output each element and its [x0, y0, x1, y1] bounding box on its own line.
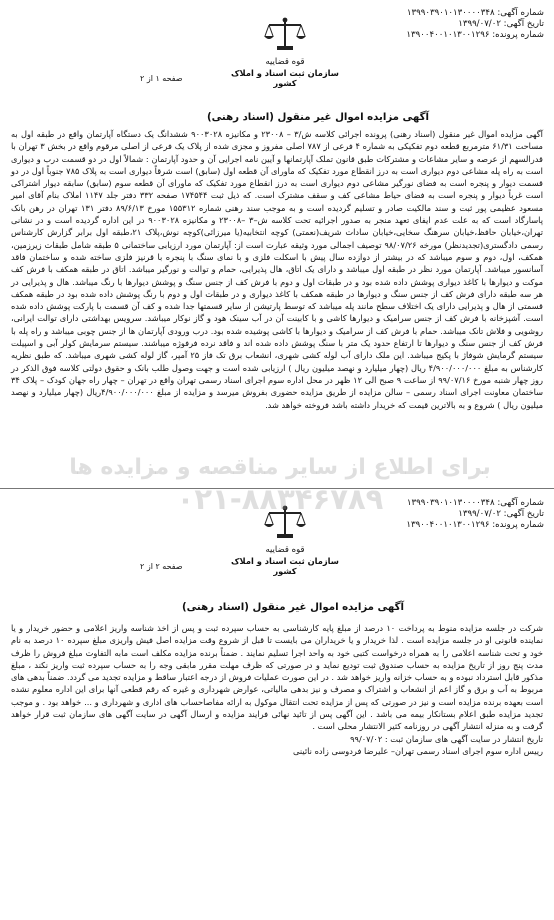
notice-body [11, 128, 543, 411]
notice-body-text: شرکت در جلسه مزایده منوط به پرداخت ۱۰ درصد از مبلغ پایه کارشناسی به حساب سپرده ثبت و پس از اخذ شناسه واریز اعلامی و حضور خریدار و یا نماینده قانونی او در جلسه مزایده است . لذا خریدار و یا خریداران می بایست تا قبل از شروع وقت مزایده اصل فیش واریزی مبلغ سپرده ۱۰ درصد به نام خود و تحت شناسه اعلامی را به همراه درخواست کتبی خود به واحد اجرا تسلیم نمایند . ضمناً برنده مزایده مکلف است مابه التفاوت مبلغ فروش را ظرف مدت پنج روز از تاریخ مزایده به حساب صندوق ثبت تودیع نماید و در صورتی که ظرف مهلت مقرر مابقی وجه را به حساب سپرده ثبت واریز نکند ، مبلغ مذکور قابل استرداد نبوده و به حساب خزانه واریز خواهد شد . در این صورت عملیات فروش از درجه اعتبار ساقط و مزایده تجدید می گردد. ضمناً بدهی های مربوط به آب و برق و گاز اعم از انشعاب و اشتراک و مصرف و نیز بدهی مالیاتی، عوارض شهرداری و غیره که رقم قطعی آنها برای این اداره معلوم نشده است بعهده برنده مزایده است و نیز در صورتی که پس از مزایده تحت انتقال موکول به ارائه مفاصاحساب های اداری و شهرداری و ... خواهد بود . و موجب تجدید مزایده طبق اعلام بستانکار بیمه می باشد . این آگهی پس از تائید نهائی فرایند مزایده و ارسال آگهی در سایت آگهی های سازمان ثبت قرار خواهد گرفت و به منزله انتشار آگهی در روزنامه کثیر الانتشار محلی است . [11, 623, 543, 732]
page-number: صفحه ۱ از ۲ [140, 74, 183, 83]
notice-page-2 [0, 490, 554, 920]
judiciary-label: قوه قضاییه [265, 545, 305, 555]
notice-number: شماره آگهی: ۱۳۹۹۰۳۹۰۱۰۱۳۰۰۰۰۳۴۸ [406, 498, 544, 508]
signature-line: رییس اداره سوم اجرای اسناد رسمی تهران– علیرضا فردوسی زاده نائینی [293, 745, 543, 756]
notice-body [11, 622, 543, 757]
notice-date: تاریخ آگهی: ۱۳۹۹/۰۷/۰۲ [458, 19, 544, 29]
notice-title: آگهی مزایده اموال غیر منقول (اسناد رهنی) [206, 112, 429, 123]
case-number: شماره پرونده: ۱۳۹۰۰۴۰۰۱۰۱۳۰۰۱۲۹۶ [406, 30, 544, 40]
judiciary-emblem [225, 504, 345, 576]
scales-of-justice-icon [263, 16, 307, 52]
case-number: شماره پرونده: ۱۳۹۰۰۴۰۰۱۰۱۳۰۰۱۲۹۶ [406, 520, 544, 530]
organization-name: سازمان ثبت اسناد و املاک کشور [231, 556, 339, 576]
organization-name: سازمان ثبت اسناد و املاک کشور [231, 68, 339, 88]
notice-meta [406, 498, 544, 531]
watermark-phone: ۰۲۱-۸۸۳۴۶۷۸۹ [176, 482, 384, 516]
notice-number: شماره آگهی: ۱۳۹۹۰۳۹۰۱۰۱۳۰۰۰۰۳۴۸ [406, 8, 544, 18]
notice-title: آگهی مزایده اموال غیر منقول (اسناد رهنی) [181, 602, 404, 613]
notice-date: تاریخ آگهی: ۱۳۹۹/۰۷/۰۲ [458, 509, 544, 519]
notice-body-text: آگهی مزایده اموال غیر منقول (اسناد رهنی) پرونده اجرائی کلاسه ش/۳ – ۲۳۰۰۸ و مکانیزه ۹۰۰۳۰۲۸ ششدانگ یک دستگاه آپارتمان واقع در طبقه اول به مساحت ۶۱/۳۱ مترمربع قطعه دوم تفکیکی به شماره ۴ فرعی از ۷۸۷ اصلی مفروز و مجزی شده از پلاک یک فرعی از اصلی مرقوم واقع در بخش ۳ تهران با قدرالسهم از عرصه و سایر مشاعات و مشترکات طبق قانون تملک آپارتمانها و آیین نامه اجرایی آن و حدود آپارتمان : شمالاً اول در دو قسمت درب و دیواری است به راه پله مشاعی دوم دیواری است به درز انقطاع مورد تفکیک که ماورای آن قطعه اول (سابق) است شرقاً دیواری است به پلاک ۷۸۵ جنوباً اول در دو قسمت دیوار و پنجره است به فضای نورگیر مشاعی دوم دیواری است به درز انقطاع مورد تفکیک که ماورای آن قطعه سوم (سابق) سابقه دیوار اشتراکی است غرباً دیوار و پنجره است به فضای حیاط مشاعی کف و سقف مشترک است. که ذیل ثبت ۱۷۴۵۴۴ صفحه ۳۳۲ دفتر جلد ۱۱۴۷ املاک بنام آقای امیر مسعود عظیمی پور ثبت و سند مالکیت صادر و تسلیم گردیده است و به موجب سند رهنی شماره ۱۵۵۳۱۲ مورخ ۸۹/۶/۱۳ دفتر ۱۳۱ تهران در رهن بانک پاسارگاد است که به علت عدم ایفای تعهد منجر به صدور اجرائیه تحت کلاسه ش–۳ –۲۳۰۰۸ و مکانیزه ۹۰۰۳۰۲۸ در این اداره گردیده است و در نشانی تهران،خیابان حافظ،خیابان سرهنگ سخایی،خیابان سادات شریف(نعمتی) کوچه انتخابیه(یا میرزائی)کوچه نوش،پلاک ۲۱،طبقه اول برابر گزارش کارشناس رسمی دادگستری(تجدیدنظر) مورخه ۹۸/۰۷/۲۶ توصیف اجمالی مورد وثیقه عبارت است از: آپارتمان مورد ارزیابی ساختمانی ۵ طبقه شامل طبقات زیرزمین، همکف، اول، دوم و سوم میباشد که در بیشتر از دوازده سال پیش با اسکلت فلزی و با نمای سنگ با پنجره با قرنیز فلزی ساخته شده و ساختمان فاقد آسانسور میباشد. آپارتمان مورد نظر در طبقه اول میباشد و دارای یک اتاق، هال پذیرایی، حمام و توالت و نورگیر میباشد. اتاق در طبقه همکف با فرش کف موکت و دیوارها با کاغذ دیواری پوشش داده شده بود و در طبقات اول و دوم با فرش کف از جنس سنگ و پوشش دیوارها با رنگ میباشد. هال و پذیرایی در هر سه طبقه دارای فرش کف از جنس سنگ و دیوارها در طبقه همکف با کاغذ دیواری و در طبقات اول و دوم با رنگ پوشش داده شده بود در طبقه همکف قسمتی از هال و پذیرایی دارای یک اختلاف سطح مانند پله میباشد که توسط پارتیشن از سایر قسمتها جدا شده و کف آن قسمت با پارکت پوشش داده شده است. آشپزخانه با فرش کف از جنس سرامیک و دیوارها کاشی و با کابینت آن در آب سینک هود و گاز نوکار میباشد. سرویس بهداشتی دارای توالت ایرانی، روشویی و فلاش تانک میباشد. حمام با فرش کف از سرامیک و دیوارها با کاشی پوشیده شده بود. درب ورودی آپارتمان ها از جنس چوبی میباشد و راه پله با فرش کف از جنس سنگ و دیوارها تا ارتفاع حدود یک متر با سنگ پوشش داده شده اند و فاقد نرده فرفوژه میباشند. سیستم سرمایش کولر آبی و اسپیلت سیستم گرمایش شوفاژ با پکیج میباشد. این ملک دارای آب لوله کشی شهری، انشعاب برق تک فاز ۲۵ آمپر، گاز لوله کشی شهری میباشد. که طبق نظریه کارشناس به مبلغ ۴/۹۰۰/۰۰۰/۰۰۰ ریال (چهار میلیارد و نهصد میلیون ریال ) ارزیابی شده است و جهت وصول طلب بانک و حقوق دولتی کلاسه فوق الذکر در روز چهار شنبه مورخ ۹۹/۰۷/۱۶ از ساعت ۹ صبح الی ۱۲ ظهر در محل اداره سوم اجرای اسناد رسمی تهران واقع در تهران – چهار راه جهان کودک – پلاک ۳۴ ساختمان معاونت اجرای اسناد رسمی – سالن مزایده از طریق مزایده حضوری بفروش میرسد و مزایده از مبلغ ۴/۹۰۰/۰۰۰/۰۰۰ریال (چهار میلیارد و نهصد میلیون ریال ) شروع و به بالاترین قیمت که خریدار داشته باشد فروخته خواهد شد. [11, 129, 544, 410]
judiciary-emblem [225, 16, 345, 88]
scales-of-justice-icon [263, 504, 307, 540]
judiciary-label: قوه قضاییه [265, 57, 305, 67]
publish-date: تاریخ انتشار در سایت آگهی های سازمان ثبت : ۹۹/۰۷/۰۲ [350, 733, 543, 744]
watermark-text: برای اطلاع از سایر مناقصه و مزایده ها [69, 455, 491, 480]
notice-meta [406, 8, 544, 41]
page-divider [0, 488, 554, 489]
page-number: صفحه ۲ از ۲ [140, 562, 183, 571]
